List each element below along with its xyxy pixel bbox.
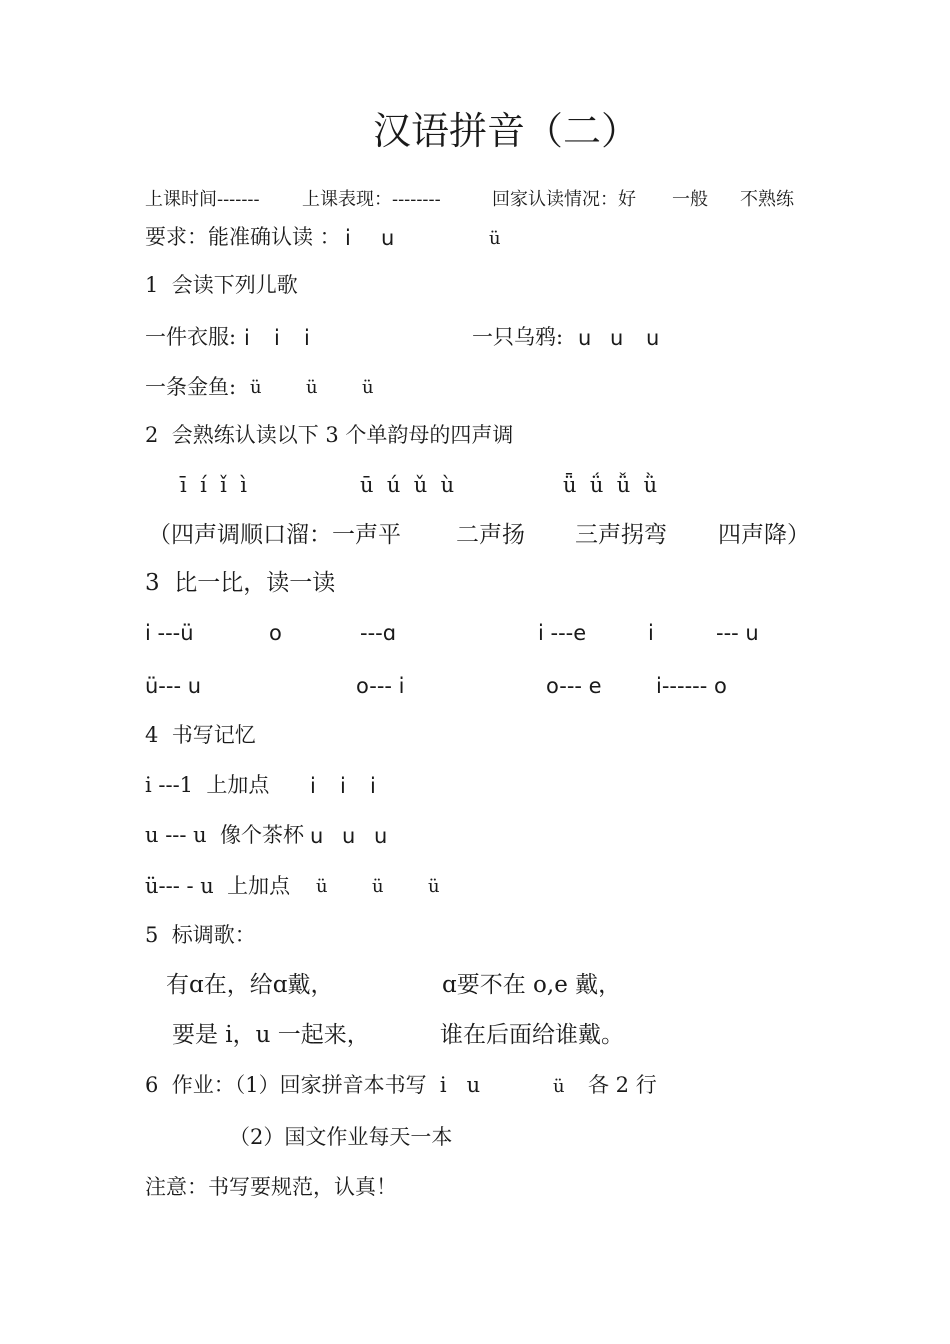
class-time: 上课时间------- — [145, 189, 260, 210]
requirement-u: u — [381, 226, 395, 250]
fish-letter: ü — [250, 377, 262, 398]
tones-u: ū ú ǔ ù — [360, 473, 455, 497]
tone-song-line-2b: 谁在后面给谁戴。 — [440, 1022, 624, 1048]
crow-letter: u — [578, 326, 592, 350]
home-reading-ok: 一般 — [672, 189, 708, 210]
memory-letter: i — [370, 774, 376, 798]
memory-line-2: u --- u 像个茶杯 — [145, 823, 305, 847]
note: 注意：书写要规范，认真！ — [145, 1175, 397, 1199]
compare-pair: --- u — [716, 621, 759, 645]
tones-i: ī í ǐ ì — [180, 473, 247, 497]
home-reading-good: 回家认读情况：好 — [492, 189, 636, 210]
memory-letter: i — [340, 774, 346, 798]
memory-letter: ü — [372, 876, 384, 897]
homework-v: ü — [553, 1076, 565, 1097]
tone-song-line-2a: 要是 i，u 一起来， — [172, 1022, 370, 1048]
section-5-heading: 5 标调歌： — [145, 923, 256, 947]
tone-song-line-1b: ɑ要不在 o,e 戴， — [442, 972, 622, 998]
section-4-heading: 4 书写记忆 — [145, 723, 256, 747]
tone-rhyme-3: 三声拐弯 — [575, 522, 667, 548]
requirement-label: 要求：能准确认读 ： — [145, 225, 341, 249]
home-reading-unfamiliar: 不熟练 — [740, 189, 794, 210]
clothes-label: 一件衣服: — [145, 325, 237, 349]
memory-letter: ü — [316, 876, 328, 897]
fish-letter: ü — [306, 377, 318, 398]
compare-pair: i------ o — [656, 674, 727, 698]
compare-pair: o — [269, 621, 282, 645]
memory-line-3: ü--- - u 上加点 — [145, 874, 291, 898]
requirement-i: i — [345, 226, 351, 250]
compare-pair: i — [648, 621, 654, 645]
class-performance: 上课表现：-------- — [302, 189, 441, 210]
homework-item-2: （2）国文作业每天一本 — [229, 1125, 453, 1149]
compare-pair: o--- e — [546, 674, 602, 698]
requirement-v: ü — [489, 228, 501, 249]
tone-rhyme-1: （四声调顺口溜：一声平 — [148, 522, 401, 548]
fish-letter: ü — [362, 377, 374, 398]
compare-pair: o--- i — [356, 674, 405, 698]
tone-rhyme-4: 四声降） — [718, 522, 810, 548]
memory-letter: i — [310, 774, 316, 798]
memory-letter: ü — [428, 876, 440, 897]
section-1-heading: 1 会读下列儿歌 — [145, 273, 298, 297]
clothes-letter: i — [304, 326, 310, 350]
compare-pair: ---ɑ — [360, 621, 397, 645]
homework-rows: 各 2 行 — [588, 1073, 657, 1097]
clothes-letter: i — [274, 326, 280, 350]
compare-pair: ü--- u — [145, 674, 202, 698]
section-3-heading: 3 比一比，读一读 — [145, 570, 336, 596]
crow-letter: u — [610, 326, 624, 350]
compare-pair: i ---e — [538, 621, 587, 645]
clothes-letter: i — [244, 326, 250, 350]
section-6-heading: 6 作业：（1）回家拼音本书写 i u — [145, 1073, 481, 1097]
section-2-heading: 2 会熟练认读以下 3 个单韵母的四声调 — [145, 423, 514, 447]
tones-v: ǖ ǘ ǚ ǜ — [563, 473, 658, 497]
memory-line-1: i ---1 上加点 — [145, 773, 270, 797]
memory-letter: u — [310, 824, 324, 848]
compare-pair: i ---ü — [145, 621, 194, 645]
tone-song-line-1a: 有ɑ在，给ɑ戴， — [166, 972, 334, 998]
tone-rhyme-2: 二声扬 — [456, 522, 525, 548]
crow-label: 一只乌鸦: — [472, 325, 564, 349]
crow-letter: u — [646, 326, 660, 350]
memory-letter: u — [374, 824, 388, 848]
memory-letter: u — [342, 824, 356, 848]
fish-label: 一条金鱼: — [145, 375, 237, 399]
page-title: 汉语拼音（二） — [373, 109, 640, 153]
